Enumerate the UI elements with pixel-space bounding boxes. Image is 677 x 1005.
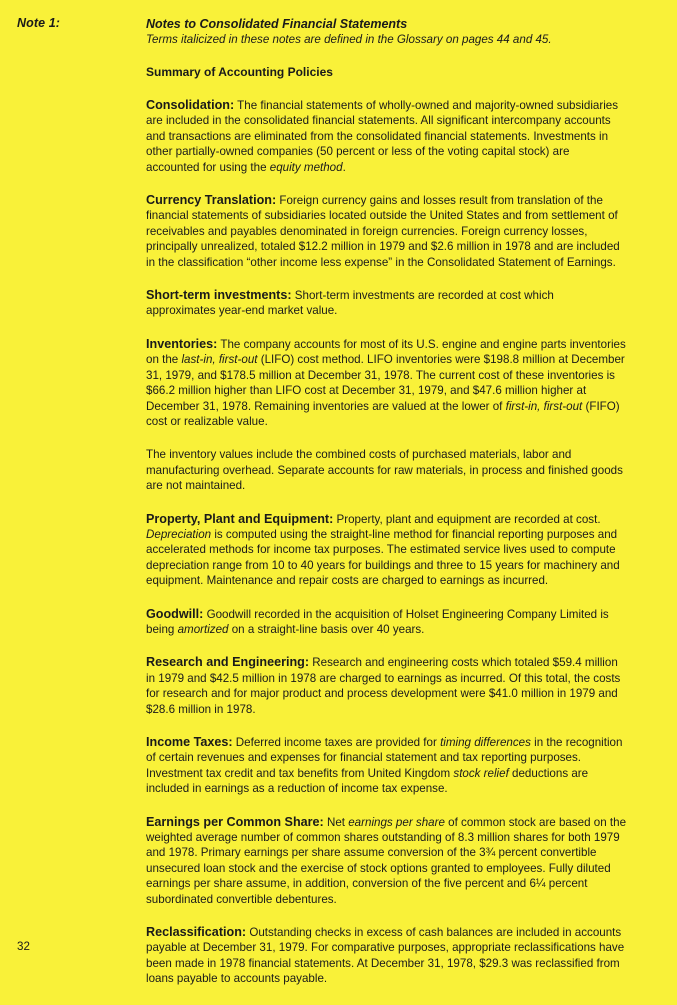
policy-heading: Research and Engineering: [146, 655, 310, 670]
policy-heading: Earnings per Common Share: [146, 814, 324, 829]
glossary-term: equity method [269, 160, 343, 174]
policy-text: is computed using the straight-line method for financial reporting purposes and accelerated methods for income tax purposes. The estimated service lives used to compute depreciation range from 10 to 40 years for buildings and three to 15 years for machinery and equipment. Maintenance and repair costs are charged to earnings as incurred. [146, 527, 620, 588]
policy-paragraph [146, 815, 626, 907]
policy-paragraph [146, 607, 626, 638]
notes-subtitle: Terms italicized in these notes are defined in the Glossary on pages 44 and 45. [146, 33, 552, 46]
policy-text: (LIFO) cost method. LIFO inventories were $198.8 million at December 31, 1979, and $178.5 million at December 31, 1978. The current cost of these inventories is $66.2 million higher than LIFO cost at December 31, 1979, and $47.6 million higher at December 31, 1978. Remaining inventories are valued at the lower of [146, 353, 625, 413]
notes-title: Notes to Consolidated Financial Statements [146, 17, 408, 31]
policy-text: The company accounts for most of its U.S. engine and engine parts inventories on the [146, 337, 626, 367]
glossary-term: amortized [177, 622, 229, 636]
policy-text: (FIFO) cost or realizable value. [146, 399, 620, 428]
policy-paragraph [146, 337, 626, 429]
policy-sections [146, 98, 626, 987]
policy-heading: Currency Translation: [146, 193, 277, 208]
policy-heading: Reclassification: [146, 925, 247, 940]
note-label: Note 1: [17, 16, 61, 30]
policy-paragraph [146, 193, 626, 270]
policy-paragraph [146, 655, 626, 717]
policy-heading: Short-term investments: [146, 288, 292, 303]
glossary-term: earnings per share [348, 815, 445, 829]
policy-text: of common stock are based on the weighted average number of common shares outstanding of 8.3 million shares for both 1979 and 1978. Primary earnings per share assume conversion of the 3¾ percent convertible unsecured loan stock and the exercise of stock options granted to employees. Fully diluted earnings per share assume, in addition, conversion of the five percent and 6¼ percent subordinated convertible debentures. [146, 815, 627, 906]
policy-heading: Inventories: [146, 336, 218, 351]
policy-heading: Consolidation: [146, 98, 235, 112]
glossary-term: first-in, first-out [505, 399, 583, 413]
policy-text: Deferred income taxes are provided for [232, 736, 441, 749]
policy-text: Research and engineering costs which totaled $59.4 million in 1979 and $42.5 million in 1978 are charged to earnings as incurred. Of this total, the costs for research and for major product and process development were $41.0 million in 1979 and $28.6 million in 1978. [146, 656, 621, 716]
policy-text: The financial statements of wholly-owned and majority-owned subsidiaries are included in the consolidated financial statements. All significant intercompany accounts and transactions are eliminated from the consolidated financial statements. Investments in other partially-owned companies (50 percent or less of the voting capital stock) are accounted for using the [146, 99, 619, 174]
glossary-term: last-in, first-out [181, 353, 258, 367]
notes-content [146, 16, 626, 1005]
policy-text: . [342, 160, 346, 174]
policy-paragraph [146, 447, 626, 493]
policy-text: Outstanding checks in excess of cash balances are included in accounts payable at December 31, 1979. For comparative purposes, appropriate reclassifications have been made in 1978 financial statements. At December 31, 1978, $29.3 was reclassified from loans payable to accounts payable. [146, 926, 625, 986]
glossary-term: timing differences [440, 736, 531, 749]
policy-heading: Goodwill: [146, 606, 204, 621]
policy-heading: Income Taxes: [146, 735, 233, 749]
summary-heading: Summary of Accounting Policies [146, 65, 333, 79]
page-number: 32 [17, 940, 30, 953]
policy-text: Goodwill recorded in the acquisition of Holset Engineering Company Limited is being [146, 607, 609, 636]
policy-paragraph [146, 288, 626, 319]
glossary-term: stock relief [453, 766, 509, 780]
policy-paragraph [146, 98, 626, 175]
policy-text: in the recognition of certain revenues and expenses for financial statement and tax reporting purposes. Investment tax credit and tax benefits from United Kingdom [146, 736, 623, 780]
policy-text: deductions are included in earnings as a reduction of income tax expense. [146, 766, 589, 796]
policy-text: The inventory values include the combined costs of purchased materials, labor and manufacturing overhead. Separate accounts for raw materials, in process and finished goods are not maintained. [146, 448, 623, 493]
policy-heading: Property, Plant and Equipment: [146, 511, 334, 526]
glossary-term: Depreciation [146, 527, 212, 541]
policy-paragraph [146, 925, 626, 987]
policy-paragraph [146, 512, 626, 589]
policy-text: Short-term investments are recorded at cost which approximates year-end market value. [146, 289, 554, 318]
policy-text: Net [323, 815, 349, 829]
policy-text: Property, plant and equipment are recorded at cost. [333, 512, 601, 526]
policy-text: on a straight-line basis over 40 years. [228, 622, 425, 636]
policy-paragraph [146, 735, 626, 797]
policy-text: Foreign currency gains and losses result from translation of the financial statements of subsidiaries located outside the United States and from settlement of receivables and payables denominated in foreign currencies. Foreign currency losses, principally unrealized, totaled $12.2 million in 1979 and $2.6 million in 1978 and are included in the classification “other income less expense” in the Consolidated Statement of Earnings. [146, 194, 620, 269]
